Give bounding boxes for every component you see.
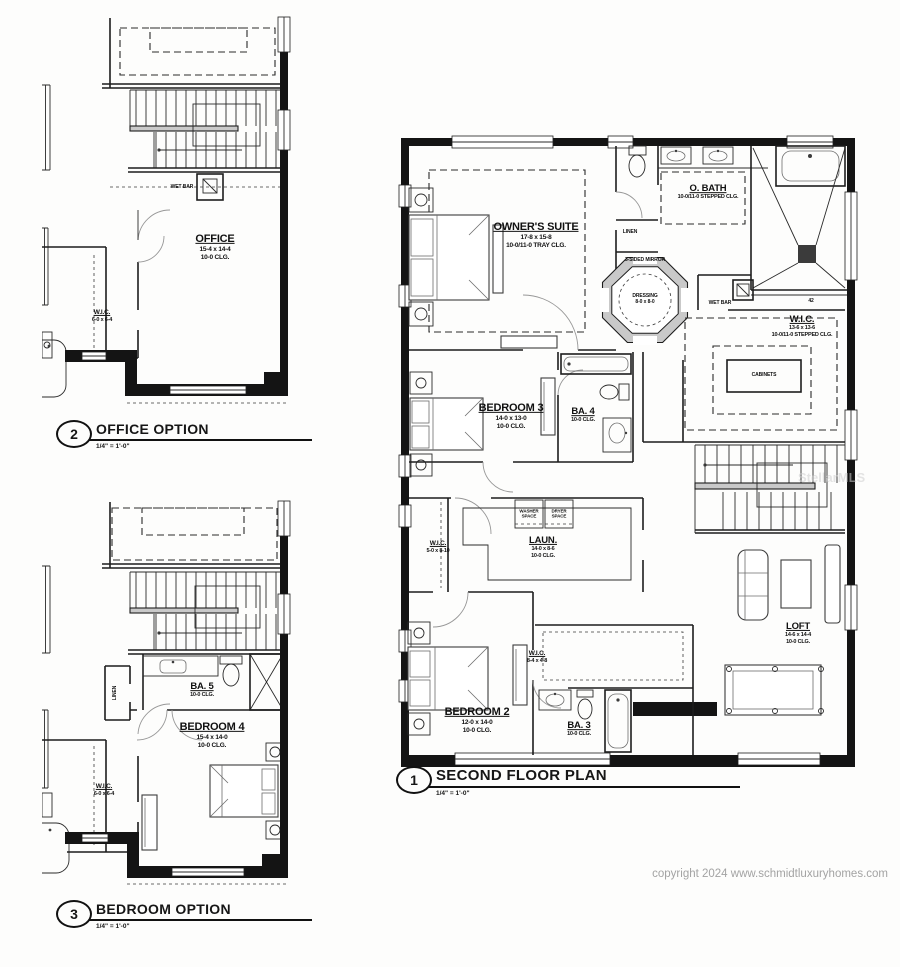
interior-walls: [42, 704, 202, 852]
office-option-linework: [42, 0, 312, 465]
room-label-bedroom3: BEDROOM 3 14-0 x 13-0 10-0 CLG.: [478, 401, 544, 430]
drawing-title: BEDROOM OPTION: [88, 901, 312, 921]
room-label-ba4: BA. 4 10-0 CLG.: [571, 406, 595, 424]
room-label-hall-wic: W.I.C. 5-0 x 8-10: [426, 539, 450, 554]
label-mirror: 3-SIDED MIRROR: [625, 257, 665, 264]
second-floor-plan-drawing: [393, 130, 865, 775]
stairs: [128, 572, 288, 654]
drawing-scale: 1/4" = 1'-0": [436, 790, 470, 797]
bath4: [558, 352, 633, 462]
room-label-owner-bath: O. BATH 10-0/11-0 STEPPED CLG.: [677, 183, 739, 201]
bedroom-option-linework: [42, 488, 312, 933]
cutoff-walls: [42, 85, 66, 397]
room-label-ba3: BA. 3 10-0 CLG.: [567, 720, 591, 738]
room-label-loft: LOFT 14-6 x 14-4 10-0 CLG.: [785, 620, 811, 645]
label-wet-bar-office: WET BAR: [170, 184, 194, 191]
interior-walls: [42, 210, 170, 358]
room-label-bedroom2: BEDROOM 2 12-0 x 14-0 10-0 CLG.: [444, 705, 510, 734]
drawing-title: SECOND FLOOR PLAN: [428, 767, 740, 788]
stairs: [128, 90, 288, 172]
office-option-title: [56, 420, 312, 450]
room-label-laundry: LAUN. 14-0 x 8-6 10-0 CLG.: [528, 534, 558, 559]
label-wet-bar: WET BAR: [708, 300, 732, 307]
bedroom3: [409, 372, 633, 492]
drawing-number-1: 1: [396, 766, 432, 794]
bedroom-option-drawing: [42, 488, 312, 933]
second-floor-plan-linework: [393, 130, 865, 775]
bed: [142, 743, 284, 850]
room-label-dressing: DRESSING 8-0 x 8-0: [632, 293, 658, 305]
drawing-number-3: 3: [56, 900, 92, 928]
label-washer-space: WASHER SPACE: [519, 508, 539, 519]
room-label-office: OFFICE 15-4 x 14-4 10-0 CLG.: [195, 232, 235, 261]
room-label-bedroom4: BEDROOM 4 15-4 x 14-0 10-0 CLG.: [179, 720, 245, 749]
room-label-bedroom-wic: W.I.C. 6-0 x 6-4: [93, 782, 115, 797]
label-dryer-space: DRYER SPACE: [551, 508, 567, 519]
drawing-number-2: 2: [56, 420, 92, 448]
stair-landing: [102, 18, 280, 88]
room-label-owner-wic: W.I.C. 13-6 x 13-6 10-0/11-0 STEPPED CLG.: [771, 313, 833, 338]
water-closet-linen: [616, 146, 658, 252]
second-floor-plan-title: [396, 766, 740, 797]
room-label-owners-suite: OWNER'S SUITE 17-8 x 15-8 10-0/11-0 TRAY CLG.: [493, 220, 579, 249]
stairs: [695, 445, 845, 533]
drawing-scale: 1/4" = 1'-0": [96, 923, 130, 930]
wet-bar: [110, 174, 280, 200]
label-cabinets: CABINETS: [751, 372, 777, 379]
office-option-drawing: [42, 0, 312, 465]
watermark: StellarMLS: [798, 470, 866, 485]
room-label-wic2: W.I.C. 8-4 x 4-8: [526, 649, 548, 664]
drawing-scale: 1/4" = 1'-0": [96, 443, 130, 450]
room-label-ba5: BA. 5 10-0 CLG.: [190, 681, 214, 699]
label-shower-dim: 42: [808, 298, 814, 305]
label-linen-option: LINEN: [112, 685, 119, 701]
cutoff-walls: [42, 566, 69, 873]
label-linen: LINEN: [622, 229, 638, 236]
loft-furniture: [725, 545, 840, 715]
stair-landing: [102, 502, 280, 568]
copyright-text: copyright 2024 www.schmidtluxuryhomes.com: [652, 868, 888, 880]
drawing-title: OFFICE OPTION: [88, 421, 312, 441]
exterior-walls: [65, 501, 290, 884]
bedroom-option-title: [56, 900, 312, 930]
room-label-office-wic: W.I.C. 6-0 x 6-4: [91, 308, 113, 323]
